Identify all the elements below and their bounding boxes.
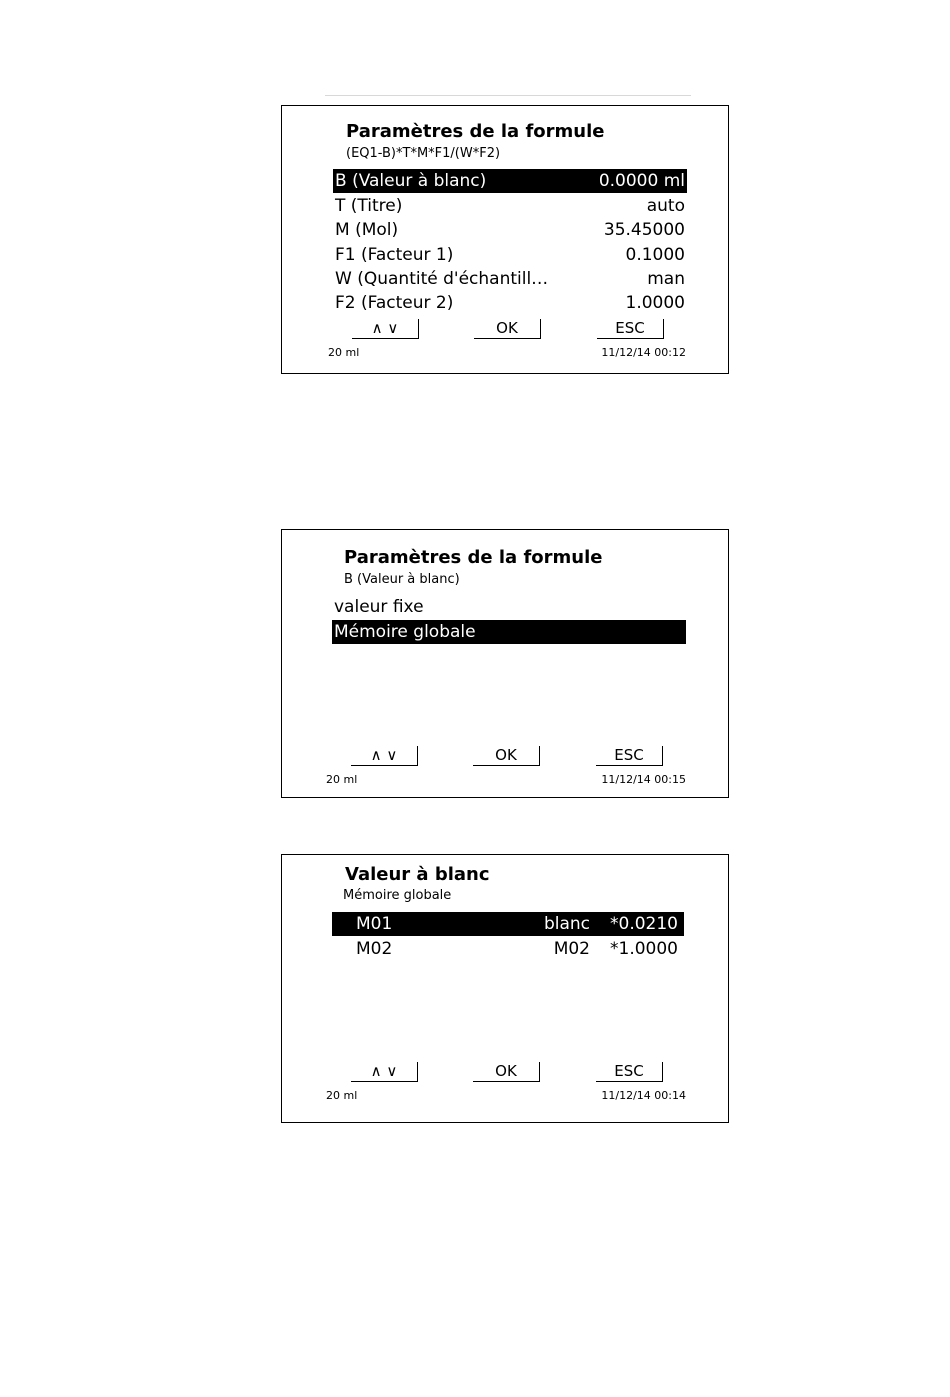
param-row-mol[interactable] [333,218,687,242]
memory-value: *1.0000 [610,939,678,959]
param-row-blank-value[interactable] [333,169,687,193]
param-value: 0.0000 ml [598,171,685,191]
param-value: 0.1000 [625,245,685,265]
option-label: Mémoire globale [334,622,476,642]
blank-value-source-screen [281,529,729,798]
param-value: 35.45000 [603,220,685,240]
option-label: valeur fixe [334,597,424,617]
date-time: 11/12/14 00:12 [601,346,686,359]
formula-parameters-screen [281,105,729,374]
param-value: auto [646,196,685,216]
memory-name: M02 [553,939,590,959]
screen-title: Paramètres de la formule [346,121,605,142]
ok-button[interactable]: OK [473,1062,540,1082]
param-label: T (Titre) [335,196,403,216]
memory-id: M01 [356,914,393,934]
param-label: M (Mol) [335,220,399,240]
option-global-memory[interactable] [332,620,686,644]
memory-row-m01[interactable] [332,912,684,936]
page-divider [325,95,691,96]
burette-volume: 20 ml [328,346,360,359]
up-down-button[interactable]: ∧ ∨ [352,319,419,339]
screen-title: Paramètres de la formule [344,547,603,568]
param-row-factor-2[interactable] [333,291,687,315]
esc-button[interactable]: ESC [596,1062,663,1082]
esc-button[interactable]: ESC [596,746,663,766]
formula-expression: (EQ1-B)*T*M*F1/(W*F2) [346,146,501,161]
esc-button[interactable]: ESC [597,319,664,339]
memory-value: *0.0210 [610,914,678,934]
ok-button[interactable]: OK [474,319,541,339]
param-row-sample-quantity[interactable] [333,267,687,291]
date-time: 11/12/14 00:15 [601,773,686,786]
blank-value-memory-screen [281,854,729,1123]
param-value: man [647,269,685,289]
ok-button[interactable]: OK [473,746,540,766]
screen-title: Valeur à blanc [345,864,490,885]
param-row-factor-1[interactable] [333,243,687,267]
param-label: F2 (Facteur 2) [335,293,454,313]
up-down-button[interactable]: ∧ ∨ [351,1062,418,1082]
memory-id: M02 [356,939,393,959]
param-label: F1 (Facteur 1) [335,245,454,265]
screen-subtitle: Mémoire globale [343,888,452,903]
memory-name: blanc [543,914,590,934]
burette-volume: 20 ml [326,1089,358,1102]
param-label: W (Quantité d'échantill… [335,269,549,289]
option-fixed-value[interactable] [332,595,686,619]
param-row-titer[interactable] [333,194,687,218]
memory-row-m02[interactable] [332,937,684,961]
param-label: B (Valeur à blanc) [335,171,487,191]
burette-volume: 20 ml [326,773,358,786]
param-value: 1.0000 [625,293,685,313]
date-time: 11/12/14 00:14 [601,1089,686,1102]
up-down-button[interactable]: ∧ ∨ [351,746,418,766]
screen-subtitle: B (Valeur à blanc) [344,572,460,587]
